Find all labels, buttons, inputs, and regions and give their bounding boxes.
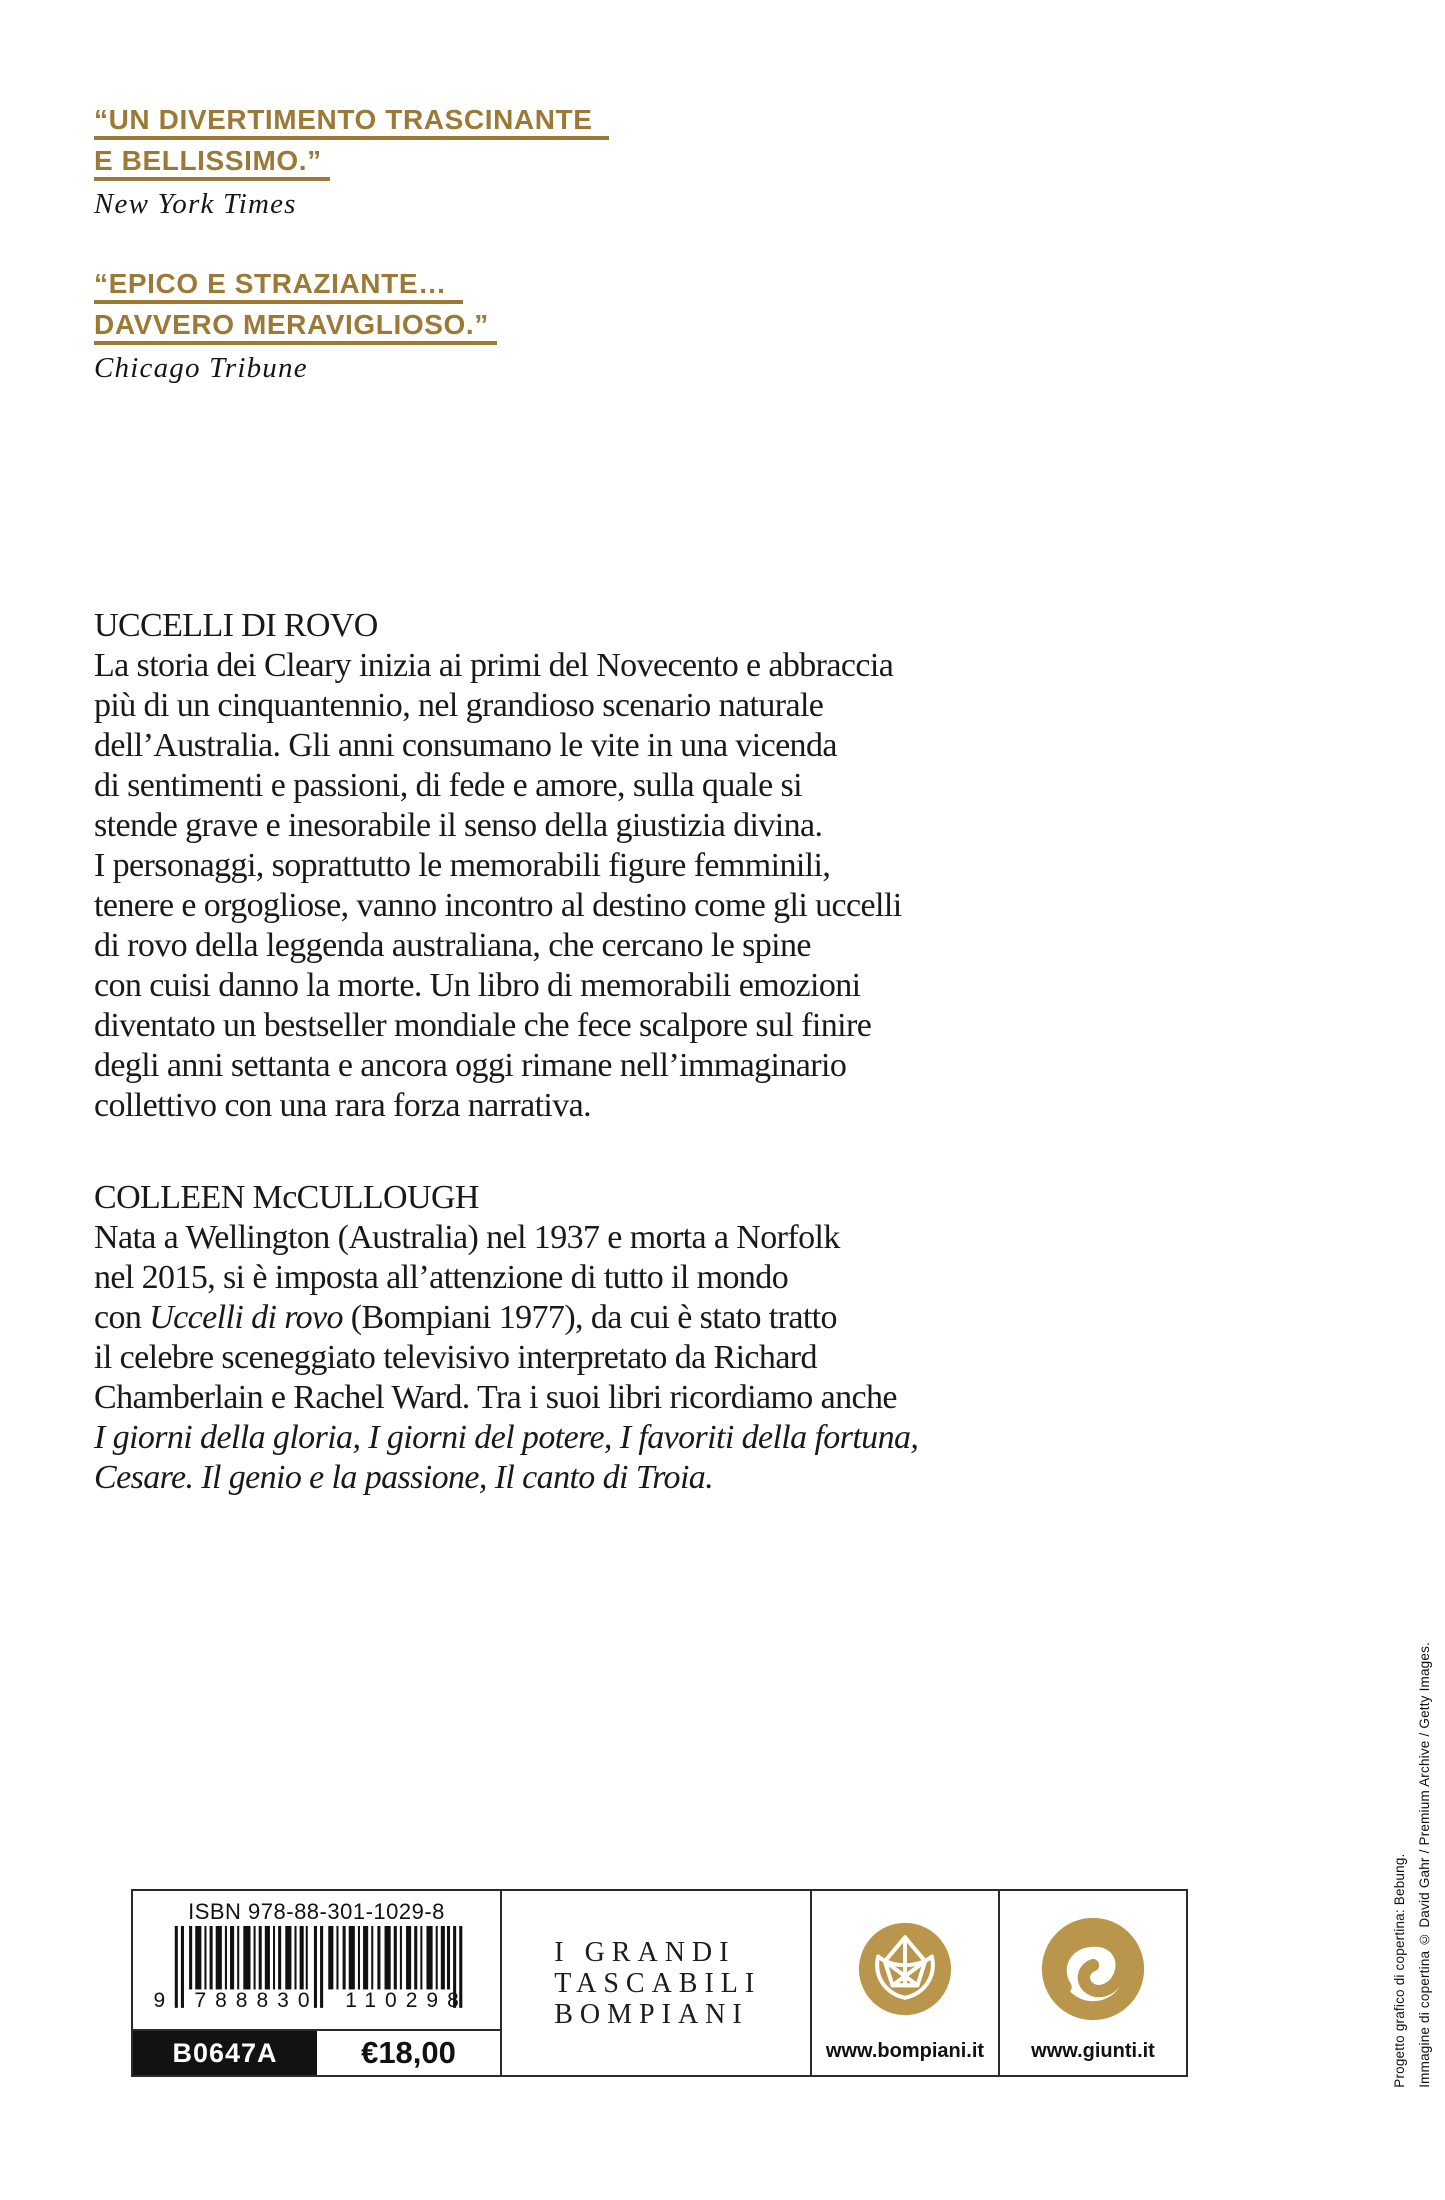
text-line: I giorni della gloria, I giorni del potere, I favoriti della fortuna,: [94, 1419, 919, 1456]
text-line: di sentimenti e passioni, di fede e amore, sulla quale si: [94, 767, 802, 804]
text-line: tenere e orgogliose, vanno incontro al destino come gli uccelli: [94, 887, 902, 924]
text-line: diventato un bestseller mondiale che fece scalpore sul finire: [94, 1007, 872, 1044]
text-line: Chamberlain e Rachel Ward. Tra i suoi libri ricordiamo anche: [94, 1379, 897, 1416]
pull-quote: [94, 270, 609, 384]
press-quotes: [94, 106, 609, 384]
text-line: Cesare. Il genio e la passione, Il canto di Troia.: [94, 1459, 714, 1496]
quote-lines: [94, 270, 609, 345]
text-line: di rovo della leggenda australiana, che cercano le spine: [94, 927, 811, 964]
barcode-cell: [133, 1891, 500, 2075]
giunti-url: www.giunti.it: [1031, 2040, 1155, 2062]
author-bio-text: [94, 1218, 918, 1498]
quote-source: New York Times: [94, 188, 297, 220]
text-line: TASCABILI: [554, 1967, 762, 1999]
footer-strip: [131, 1889, 1188, 2077]
pull-quote: [94, 106, 609, 220]
book-description: [94, 646, 918, 1126]
product-code: B0647A: [133, 2031, 317, 2075]
isbn-label: ISBN 978-88-301-1029-8: [188, 1899, 445, 1924]
series-cell: [500, 1891, 810, 2075]
bompiani-url: www.bompiani.it: [825, 2040, 985, 2062]
text-line: La storia dei Cleary inizia ai primi del Novecento e abbraccia: [94, 647, 894, 684]
back-cover-text: [94, 606, 918, 1498]
text-line: BOMPIANI: [554, 1998, 749, 2030]
barcode-digit-first: 9: [153, 1989, 166, 2012]
series-name: [551, 1937, 761, 2030]
barcode-digits: [152, 1990, 482, 2012]
giunti-logo-icon: [1040, 1891, 1146, 2040]
giunti-cell: [998, 1891, 1186, 2075]
text-line: Nata a Wellington (Australia) nel 1937 e morta a Norfolk: [94, 1219, 840, 1256]
barcode-digit-group: 110298: [345, 1989, 468, 2012]
text-line: “UN DIVERTIMENTO TRASCINANTE: [94, 106, 609, 140]
text-line: dell’Australia. Gli anni consumano le vite in una vicenda: [94, 727, 837, 764]
quote-source: Chicago Tribune: [94, 352, 308, 384]
quote-lines: [94, 106, 609, 181]
text-line: con cuisi danno la morte. Un libro di memorabili emozioni: [94, 967, 861, 1004]
price: €18,00: [361, 2035, 456, 2070]
code-price-row: [133, 2029, 500, 2075]
barcode-digit-group: 788830: [194, 1989, 319, 2012]
photo-credit: Immagine di copertina © David Gahr / Premium Archive / Getty Images.: [1417, 1642, 1432, 2088]
text-line: I GRANDI: [554, 1936, 736, 1968]
design-credit: Progetto grafico di copertina: Bebung.: [1392, 1853, 1407, 2088]
text-line: DAVVERO MERAVIGLIOSO.”: [94, 311, 497, 345]
author-bio: [94, 1178, 918, 1498]
bompiani-cell: [810, 1891, 998, 2075]
barcode: [133, 1924, 500, 2029]
text-line: E BELLISSIMO.”: [94, 147, 330, 181]
text-line: con Uccelli di rovo (Bompiani 1977), da cui è stato tratto: [94, 1299, 837, 1336]
text-line: collettivo con una rara forza narrativa.: [94, 1087, 592, 1124]
author-name: COLLEEN McCULLOUGH: [94, 1179, 479, 1216]
text-line: I personaggi, soprattutto le memorabili figure femminili,: [94, 847, 831, 884]
text-line: nel 2015, si è imposta all’attenzione di tutto il mondo: [94, 1259, 789, 1296]
text-line: stende grave e inesorabile il senso della giustizia divina.: [94, 807, 823, 844]
text-line: il celebre sceneggiato televisivo interpretato da Richard: [94, 1339, 817, 1376]
text-line: “EPICO E STRAZIANTE…: [94, 270, 463, 304]
text-line: degli anni settanta e ancora oggi rimane nell’immaginario: [94, 1047, 847, 1084]
book-title: UCCELLI DI ROVO: [94, 607, 378, 644]
cover-credits: [1387, 1642, 1437, 2088]
bompiani-logo-icon: [857, 1891, 953, 2040]
text-line: più di un cinquantennio, nel grandioso scenario naturale: [94, 687, 824, 724]
